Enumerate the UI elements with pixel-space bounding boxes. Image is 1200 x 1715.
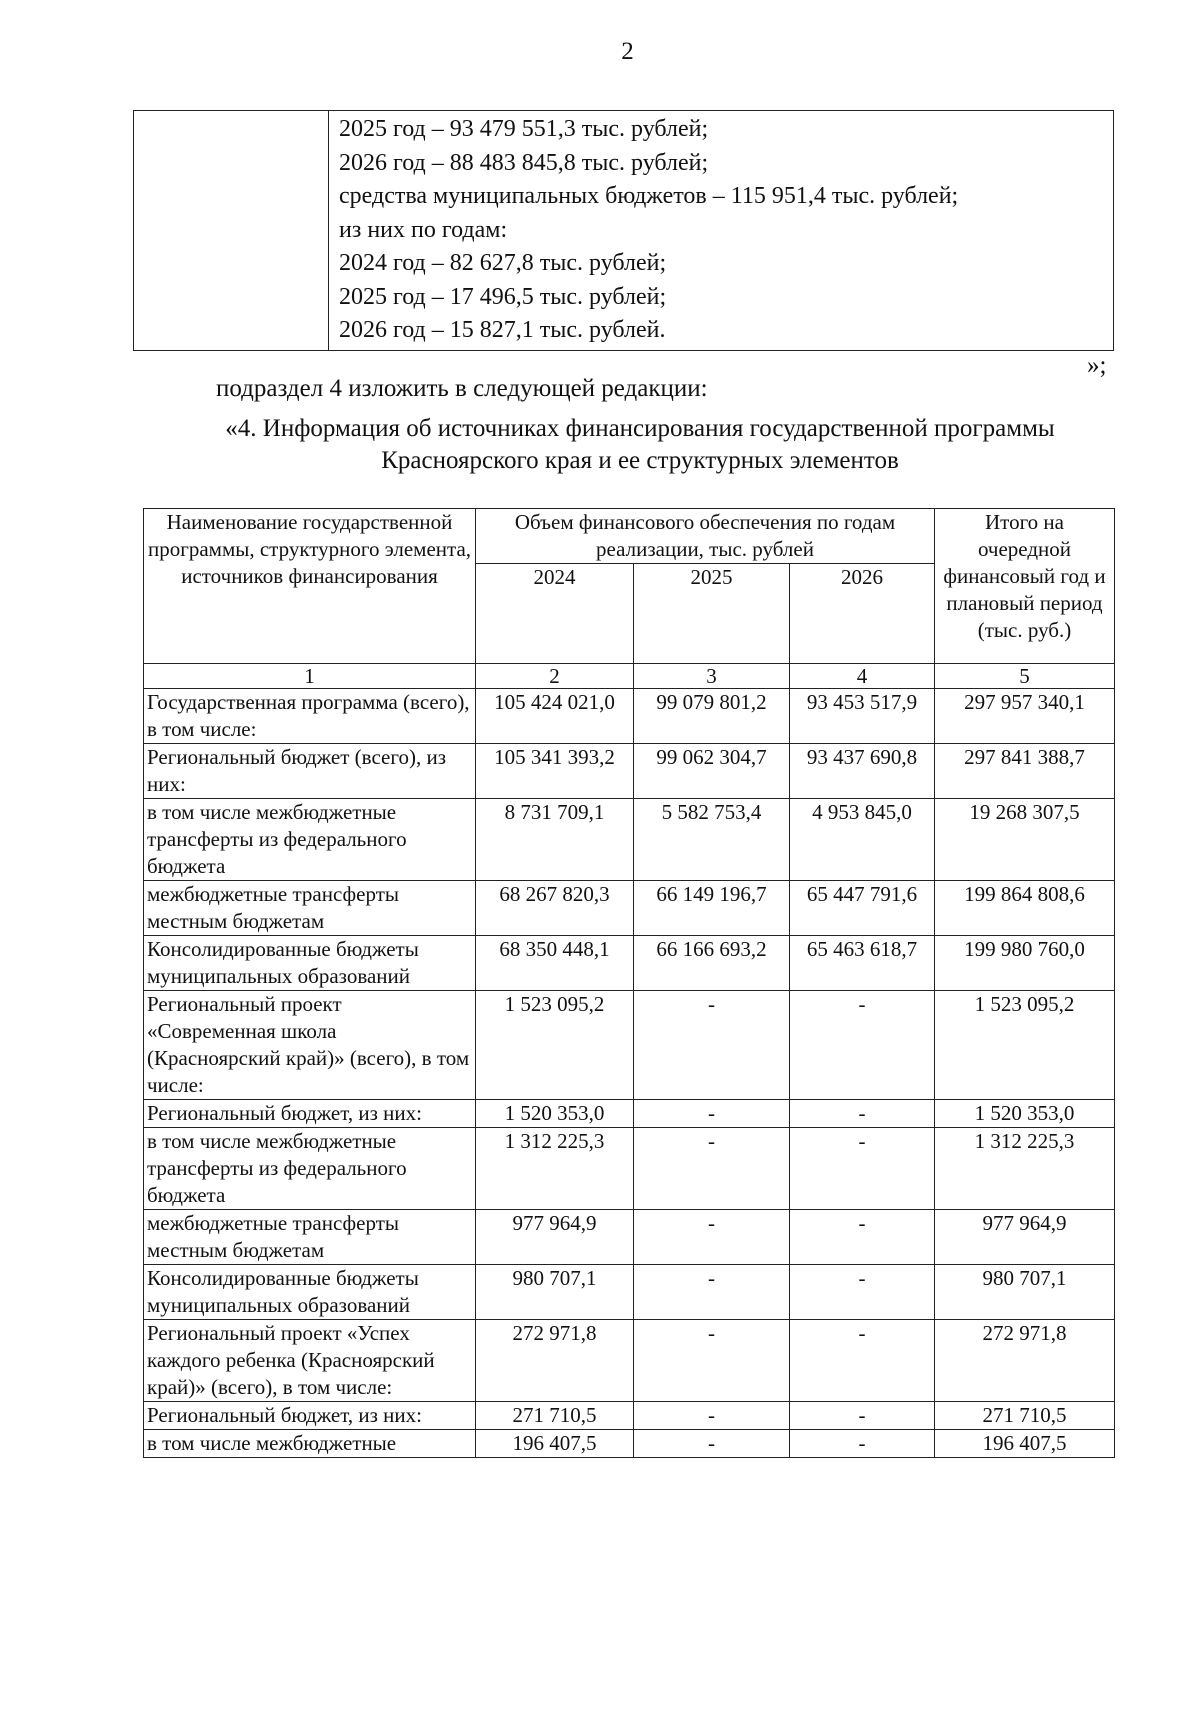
value-2026: - bbox=[790, 1402, 935, 1430]
header-year-2026: 2026 bbox=[790, 564, 935, 664]
value-total: 199 980 760,0 bbox=[935, 936, 1115, 991]
table-row bbox=[144, 1210, 1115, 1265]
row-name: в том числе межбюджетные трансферты из федерального бюджета bbox=[144, 1128, 476, 1210]
row-name: Консолидированные бюджеты муниципальных образований bbox=[144, 936, 476, 991]
value-2026: - bbox=[790, 991, 935, 1100]
column-number: 5 bbox=[935, 664, 1115, 689]
value-2025: 66 166 693,2 bbox=[634, 936, 790, 991]
value-2026: 4 953 845,0 bbox=[790, 799, 935, 881]
value-2025: - bbox=[634, 1128, 790, 1210]
value-2024: 8 731 709,1 bbox=[476, 799, 634, 881]
value-2024: 1 523 095,2 bbox=[476, 991, 634, 1100]
value-2024: 68 350 448,1 bbox=[476, 936, 634, 991]
value-total: 297 841 388,7 bbox=[935, 744, 1115, 799]
value-2026: - bbox=[790, 1100, 935, 1128]
value-2026: 93 437 690,8 bbox=[790, 744, 935, 799]
funding-summary-table bbox=[133, 110, 1114, 351]
row-name: Государственная программа (всего), в том числе: bbox=[144, 689, 476, 744]
table-row bbox=[144, 1265, 1115, 1320]
funding-summary-cell bbox=[329, 111, 1114, 351]
value-total: 271 710,5 bbox=[935, 1402, 1115, 1430]
value-total: 19 268 307,5 bbox=[935, 799, 1115, 881]
value-total: 1 523 095,2 bbox=[935, 991, 1115, 1100]
value-2024: 272 971,8 bbox=[476, 1320, 634, 1402]
value-2026: 93 453 517,9 bbox=[790, 689, 935, 744]
value-2025: 66 149 196,7 bbox=[634, 881, 790, 936]
value-2026: - bbox=[790, 1128, 935, 1210]
value-2025: - bbox=[634, 1430, 790, 1458]
funding-line: 2024 год – 82 627,8 тыс. рублей; bbox=[339, 250, 667, 276]
header-volume-column: Объем финансового обеспечения по годам реализации, тыс. рублей bbox=[476, 509, 935, 564]
value-2024: 196 407,5 bbox=[476, 1430, 634, 1458]
value-total: 196 407,5 bbox=[935, 1430, 1115, 1458]
row-name: Региональный бюджет, из них: bbox=[144, 1402, 476, 1430]
value-2026: 65 463 618,7 bbox=[790, 936, 935, 991]
header-year-2025: 2025 bbox=[634, 564, 790, 664]
empty-label-cell bbox=[134, 111, 329, 351]
table-row bbox=[144, 744, 1115, 799]
page-number: 2 bbox=[621, 38, 634, 65]
funding-line: 2026 год – 15 827,1 тыс. рублей. bbox=[339, 317, 666, 343]
value-2026: 65 447 791,6 bbox=[790, 881, 935, 936]
value-2024: 980 707,1 bbox=[476, 1265, 634, 1320]
table-row bbox=[144, 1402, 1115, 1430]
value-2025: - bbox=[634, 1402, 790, 1430]
value-2025: - bbox=[634, 1210, 790, 1265]
value-total: 297 957 340,1 bbox=[935, 689, 1115, 744]
header-name-column: Наименование государственной программы, структурного элемента, источников финансирования bbox=[144, 509, 476, 664]
header-year-2024: 2024 bbox=[476, 564, 634, 664]
value-2026: - bbox=[790, 1320, 935, 1402]
funding-line: 2026 год – 88 483 845,8 тыс. рублей; bbox=[339, 149, 709, 176]
value-2025: 99 062 304,7 bbox=[634, 744, 790, 799]
row-name: Региональный проект «Успех каждого ребенка (Красноярский край)» (всего), в том числе: bbox=[144, 1320, 476, 1402]
row-name: Региональный бюджет (всего), из них: bbox=[144, 744, 476, 799]
header-total-column: Итого на очередной финансовый год и плановый период (тыс. руб.) bbox=[935, 509, 1115, 664]
funding-line: 2025 год – 93 479 551,3 тыс. рублей; bbox=[339, 116, 709, 142]
table-row bbox=[144, 936, 1115, 991]
value-2025: - bbox=[634, 991, 790, 1100]
closing-quote: »; bbox=[1087, 352, 1107, 379]
value-total: 199 864 808,6 bbox=[935, 881, 1115, 936]
row-name: в том числе межбюджетные bbox=[144, 1430, 476, 1458]
financing-sources-table bbox=[143, 508, 1115, 1458]
row-name: Консолидированные бюджеты муниципальных образований bbox=[144, 1265, 476, 1320]
section-heading bbox=[150, 413, 1130, 477]
column-number: 3 bbox=[634, 664, 790, 689]
table-row bbox=[144, 1430, 1115, 1458]
table-row bbox=[144, 1128, 1115, 1210]
funding-line: из них по годам: bbox=[339, 216, 508, 243]
value-2025: - bbox=[634, 1320, 790, 1402]
table-row bbox=[144, 881, 1115, 936]
value-2026: - bbox=[790, 1265, 935, 1320]
value-2024: 105 341 393,2 bbox=[476, 744, 634, 799]
value-2024: 977 964,9 bbox=[476, 1210, 634, 1265]
table-row bbox=[144, 1100, 1115, 1128]
value-total: 272 971,8 bbox=[935, 1320, 1115, 1402]
value-2024: 271 710,5 bbox=[476, 1402, 634, 1430]
row-name: Региональный бюджет, из них: bbox=[144, 1100, 476, 1128]
value-2024: 1 520 353,0 bbox=[476, 1100, 634, 1128]
heading-line-2: Красноярского края и ее структурных элементов bbox=[381, 447, 899, 474]
funding-line: средства муниципальных бюджетов – 115 951,4 тыс. рублей; bbox=[339, 183, 959, 209]
funding-line: 2025 год – 17 496,5 тыс. рублей; bbox=[339, 283, 667, 310]
value-total: 977 964,9 bbox=[935, 1210, 1115, 1265]
row-name: в том числе межбюджетные трансферты из федерального бюджета bbox=[144, 799, 476, 881]
column-number: 1 bbox=[144, 664, 476, 689]
table-row bbox=[144, 799, 1115, 881]
value-2025: - bbox=[634, 1100, 790, 1128]
value-total: 980 707,1 bbox=[935, 1265, 1115, 1320]
value-2025: - bbox=[634, 1265, 790, 1320]
value-2024: 1 312 225,3 bbox=[476, 1128, 634, 1210]
value-total: 1 312 225,3 bbox=[935, 1128, 1115, 1210]
column-number: 2 bbox=[476, 664, 634, 689]
value-2026: - bbox=[790, 1430, 935, 1458]
value-2024: 68 267 820,3 bbox=[476, 881, 634, 936]
value-2025: 5 582 753,4 bbox=[634, 799, 790, 881]
table-row bbox=[144, 689, 1115, 744]
table-row bbox=[144, 1320, 1115, 1402]
subsection-instruction: подраздел 4 изложить в следующей редакции: bbox=[216, 375, 708, 402]
value-2025: 99 079 801,2 bbox=[634, 689, 790, 744]
value-2024: 105 424 021,0 bbox=[476, 689, 634, 744]
table-row bbox=[144, 991, 1115, 1100]
row-name: межбюджетные трансферты местным бюджетам bbox=[144, 1210, 476, 1265]
column-number: 4 bbox=[790, 664, 935, 689]
value-total: 1 520 353,0 bbox=[935, 1100, 1115, 1128]
row-name: Региональный проект «Современная школа (Красноярский край)» (всего), в том числе: bbox=[144, 991, 476, 1100]
value-2026: - bbox=[790, 1210, 935, 1265]
heading-line-1: «4. Информация об источниках финансирования государственной программы bbox=[225, 415, 1055, 442]
row-name: межбюджетные трансферты местным бюджетам bbox=[144, 881, 476, 936]
